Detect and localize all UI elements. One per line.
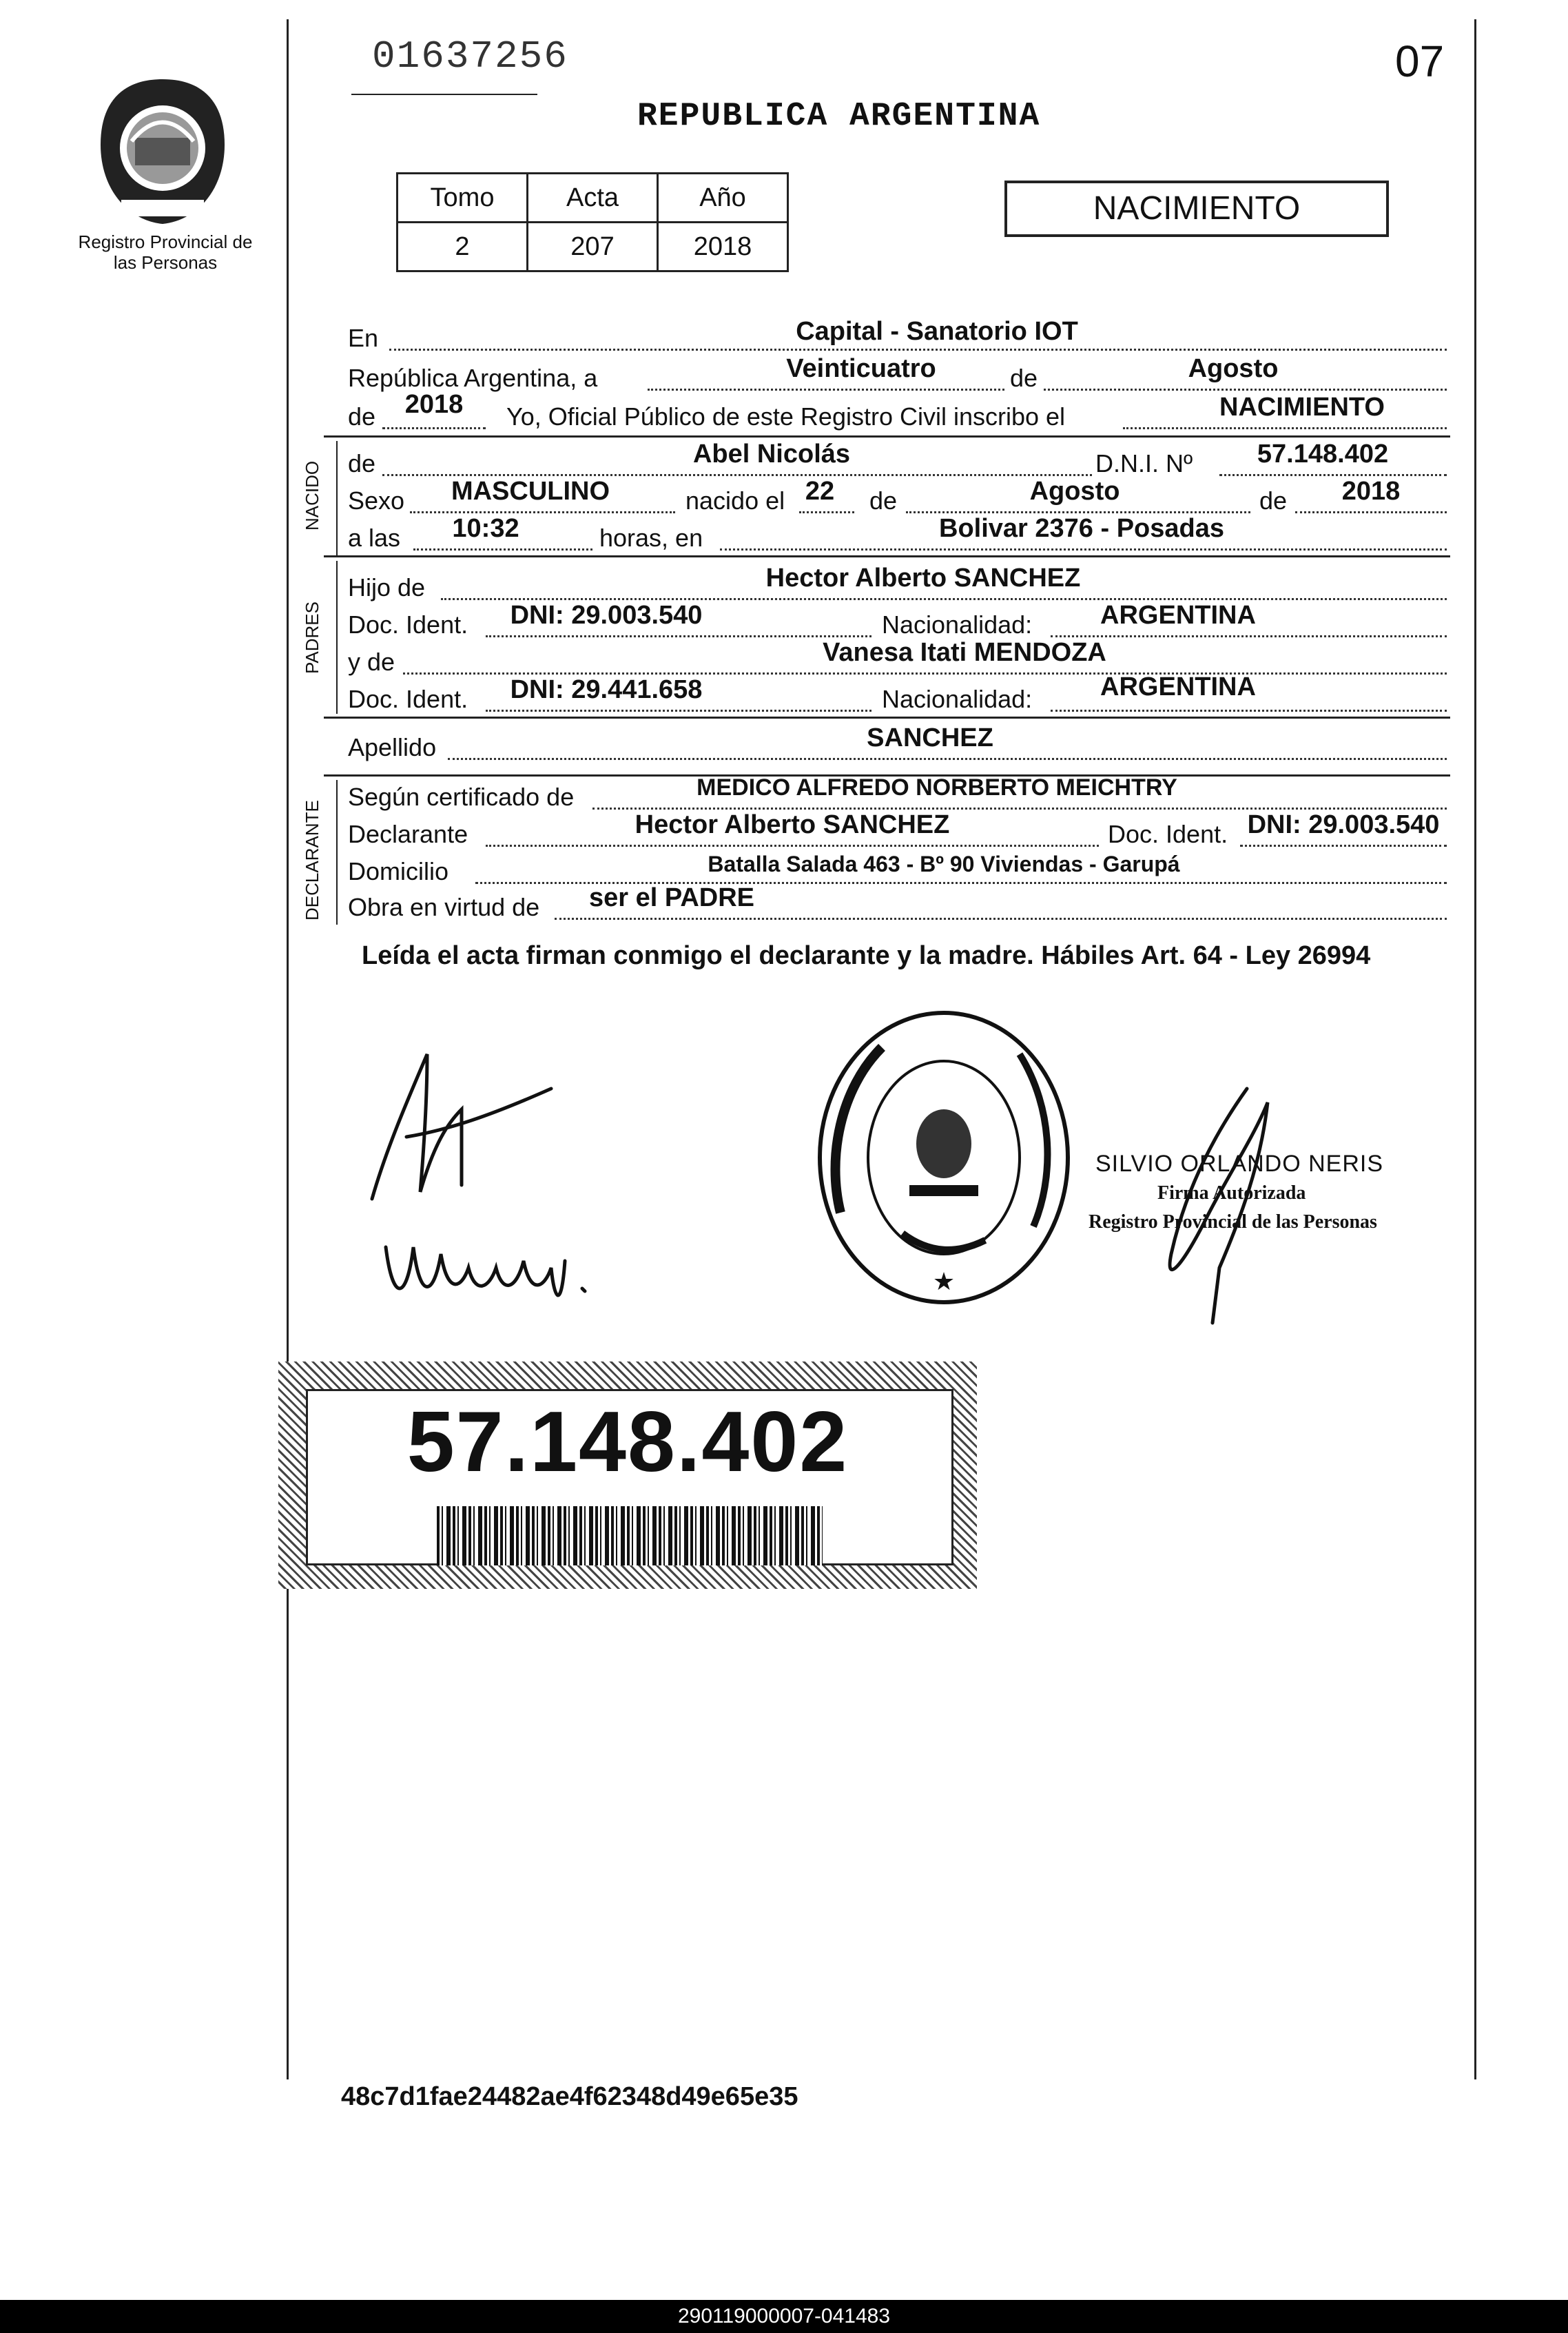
dotted-line (441, 598, 1447, 600)
dotted-line (413, 548, 592, 551)
hash-code: 48c7d1fae24482ae4f62348d49e65e35 (341, 2082, 798, 2111)
dotted-line (486, 710, 871, 712)
svg-text:★: ★ (932, 1267, 956, 1295)
doc-label: Doc. Ident. (348, 610, 468, 639)
declarant-signature (358, 1040, 579, 1233)
en-label: En (348, 324, 379, 352)
page-number: 07 (1395, 37, 1445, 86)
mother-name-value: Vanesa Itati MENDOZA (823, 638, 1106, 667)
horas-label: horas, en (599, 524, 703, 552)
obra-value: ser el PADRE (588, 883, 755, 912)
dotted-line (648, 389, 1447, 391)
dotted-line (410, 511, 675, 513)
table-value-tomo: 2 (398, 223, 528, 271)
cert-label: Según certificado de (348, 783, 575, 811)
serial-number: 01637256 (372, 34, 568, 79)
id-sticker (278, 1361, 977, 1589)
registry-name: Registro Provincial de las Personas (78, 232, 253, 273)
yde-label: y de (348, 648, 395, 676)
officer-name: SILVIO ORLANDO NERIS (1095, 1151, 1384, 1177)
dotted-line (1051, 710, 1447, 712)
cert-value: MEDICO ALFREDO NORBERTO MEICHTRY (697, 774, 1177, 801)
section-divider (324, 555, 1450, 557)
record-type-box: NACIMIENTO (1004, 181, 1389, 237)
day-value: Veinticuatro (786, 354, 936, 383)
doc-label: Doc. Ident. (1108, 820, 1228, 848)
sexo-label: Sexo (348, 486, 405, 515)
dotted-line (1240, 845, 1447, 847)
father-doc-value: DNI: 29.003.540 (510, 601, 703, 630)
dotted-line (448, 758, 1447, 760)
id-number: 57.148.402 (406, 1395, 849, 1490)
de2-label: de (348, 402, 376, 431)
dotted-line (720, 548, 1447, 551)
place-value: Capital - Sanatorio IOT (796, 317, 1078, 346)
declarante-doc-value: DNI: 29.003.540 (1247, 810, 1440, 839)
section-bracket (336, 561, 338, 714)
obra-label: Obra en virtud de (348, 893, 540, 921)
time-value: 10:32 (452, 514, 519, 543)
de-label: de (1259, 486, 1288, 515)
officer-signature-scribble (1144, 1082, 1295, 1330)
year-value: 2018 (404, 390, 464, 419)
mother-signature (379, 1220, 599, 1323)
right-margin-line (1474, 19, 1476, 2079)
section-divider (324, 717, 1450, 719)
de-label: de (869, 486, 898, 515)
hijo-label: Hijo de (348, 573, 426, 602)
dotted-line (403, 672, 1447, 675)
nacido-label: nacido el (685, 486, 785, 515)
doc-label: Doc. Ident. (348, 685, 468, 713)
closing-statement: Leída el acta firman conmigo el declarante y la madre. Hábiles Art. 64 - Ley 26994 (362, 941, 1371, 970)
nacido-side-label: NACIDO (302, 460, 322, 531)
serial-underline (351, 94, 537, 95)
de-label: de (348, 449, 376, 477)
declarante-value: Hector Alberto SANCHEZ (635, 810, 950, 839)
dotted-line (486, 845, 1099, 847)
padres-side-label: PADRES (302, 602, 322, 674)
section-bracket (336, 780, 338, 925)
de-label: de (1006, 364, 1042, 393)
document-title: REPUBLICA ARGENTINA (637, 98, 1041, 135)
table-header-tomo: Tomo (398, 174, 528, 223)
footer-code: 290119000007-041483 (0, 2300, 1568, 2333)
mother-doc-value: DNI: 29.441.658 (510, 675, 703, 704)
table-header-ano: Año (658, 174, 788, 223)
mother-nationality-value: ARGENTINA (1100, 672, 1256, 701)
dni-label: D.N.I. Nº (1095, 449, 1193, 477)
child-dni-value: 57.148.402 (1257, 440, 1389, 469)
father-name-value: Hector Alberto SANCHEZ (765, 564, 1081, 593)
record-table (396, 172, 789, 272)
officer-registry: Registro Provincial de las Personas (1089, 1211, 1377, 1233)
birth-day-value: 22 (805, 477, 835, 506)
nacionalidad-label: Nacionalidad: (882, 685, 1033, 713)
dotted-line (1295, 511, 1447, 513)
dotted-line (486, 635, 871, 637)
table-value-ano: 2018 (658, 223, 788, 271)
apellido-value: SANCHEZ (867, 723, 993, 752)
barcode (437, 1506, 823, 1565)
dotted-line (1219, 474, 1447, 476)
dotted-line (906, 511, 1250, 513)
registry-stamp (813, 1006, 1075, 1309)
child-name-value: Abel Nicolás (692, 440, 851, 469)
nacionalidad-label: Nacionalidad: (882, 610, 1033, 639)
dotted-line (389, 349, 1447, 351)
left-margin-line (287, 19, 289, 2079)
dotted-line (1123, 427, 1447, 429)
dotted-line (592, 808, 1447, 810)
declarante-label: Declarante (348, 820, 468, 848)
table-value-acta: 207 (528, 223, 658, 271)
dotted-line (382, 474, 1092, 476)
alas-label: a las (348, 524, 401, 552)
dotted-line (1051, 635, 1447, 637)
country-label: República Argentina, a (348, 364, 598, 392)
domicilio-value: Batalla Salada 463 - Bº 90 Viviendas - Garupá (708, 852, 1180, 876)
table-header-acta: Acta (528, 174, 658, 223)
section-divider (324, 435, 1450, 438)
officer-text: Yo, Oficial Público de este Registro Civil inscribo el (506, 402, 1066, 431)
birth-month-value: Agosto (1029, 477, 1120, 506)
dotted-line (382, 427, 486, 429)
father-nationality-value: ARGENTINA (1100, 601, 1256, 630)
section-bracket (336, 441, 338, 555)
act-type-value: NACIMIENTO (1219, 393, 1385, 422)
declarante-side-label: DECLARANTE (302, 800, 322, 921)
domicilio-label: Domicilio (348, 857, 449, 885)
dotted-line (555, 918, 1447, 920)
month-value: Agosto (1188, 354, 1279, 383)
province-seal-logo (94, 76, 231, 227)
dotted-line (799, 511, 854, 513)
birth-place-value: Bolivar 2376 - Posadas (939, 514, 1224, 543)
apellido-label: Apellido (348, 733, 437, 761)
sexo-value: MASCULINO (451, 477, 610, 506)
officer-title: Firma Autorizada (1157, 1182, 1306, 1204)
birth-year-value: 2018 (1341, 477, 1401, 506)
